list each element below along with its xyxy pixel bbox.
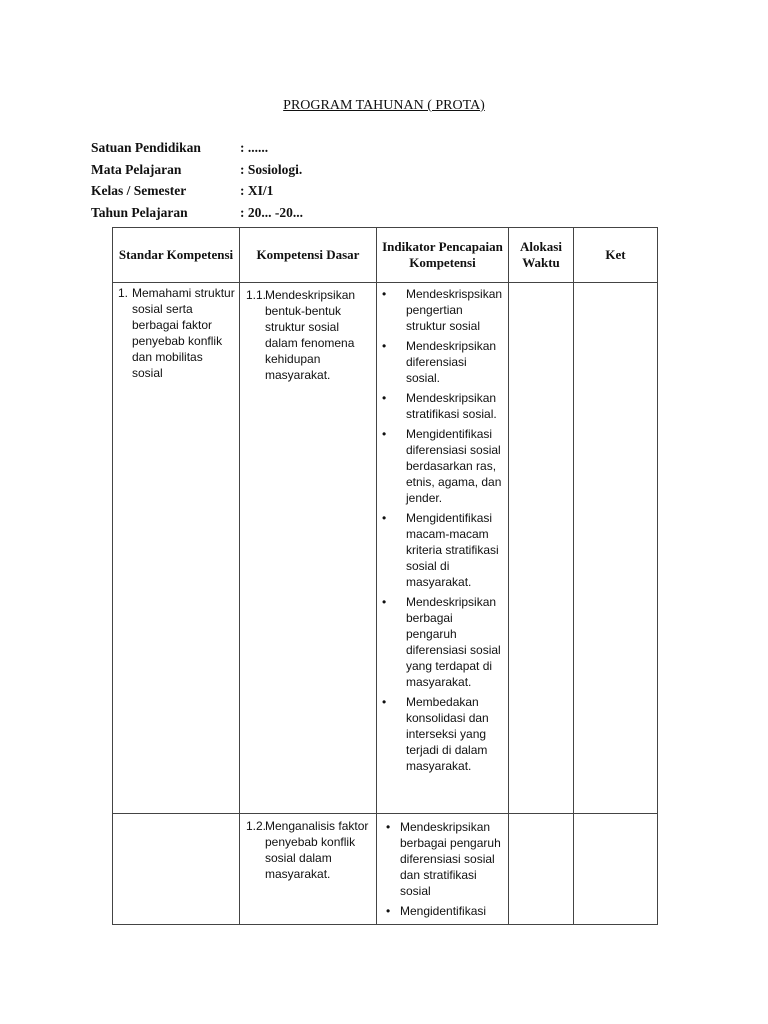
bullet: • xyxy=(386,820,391,834)
header-kompetensi-dasar: Kompetensi Dasar xyxy=(240,228,377,283)
sk-text: Memahami struktur sosial serta berbagai faktor penyebab konflik dan mobilitas sosial xyxy=(132,286,235,380)
cell-alokasi-waktu xyxy=(509,283,574,814)
meta-label: Mata Pelajaran xyxy=(91,161,182,177)
page-title: PROGRAM TAHUNAN ( PROTA) xyxy=(283,98,485,113)
meta-value: : ...... xyxy=(240,140,269,155)
meta-row-mapel xyxy=(91,162,303,184)
bullet: • xyxy=(382,427,387,441)
prota-table xyxy=(112,227,658,925)
meta-label: Satuan Pendidikan xyxy=(91,140,201,155)
indicator-text: Membedakan konsolidasi dan interseksi yang terjadi di dalam masyarakat. xyxy=(406,695,489,773)
bullet: • xyxy=(386,904,391,918)
bullet: • xyxy=(382,595,387,609)
cell-standar-kompetensi xyxy=(113,814,240,925)
bullet: • xyxy=(382,339,387,353)
kd-text: Mendeskripsikan bentuk-bentuk struktur sosial dalam fenomena kehidupan masyarakat. xyxy=(265,288,356,382)
indicator-text: Mengidentifikasi diferensiasi sosial berdasarkan ras, etnis, agama, dan jender. xyxy=(406,427,502,505)
cell-alokasi-waktu xyxy=(509,814,574,925)
kd-number: 1.2. xyxy=(246,819,267,833)
meta-value: : Sosiologi. xyxy=(240,161,303,177)
indicator-list xyxy=(378,284,507,774)
bullet: • xyxy=(382,695,387,709)
header-ket: Ket xyxy=(574,228,658,283)
header-indikator: Indikator Pencapaian Kompetensi xyxy=(377,228,509,283)
cell-kompetensi-dasar xyxy=(240,283,377,814)
header-alokasi-waktu: Alokasi Waktu xyxy=(509,228,574,283)
list-item xyxy=(382,510,504,590)
cell-standar-kompetensi xyxy=(113,283,240,814)
indicator-text: Mendeskripsikan berbagai pengaruh diferensiasi sosial yang terdapat di masyarakat. xyxy=(406,595,501,689)
kd-text: Menganalisis faktor penyebab konflik sosial dalam masyarakat. xyxy=(265,819,369,881)
indicator-text: Mendeskripsikan diferensiasi sosial. xyxy=(406,339,497,385)
indicator-text: Mendeskrispsikan pengertian struktur sosial xyxy=(406,287,503,333)
list-item xyxy=(382,694,504,774)
list-item xyxy=(382,426,504,506)
cell-indikator xyxy=(377,283,509,814)
table-row xyxy=(113,283,658,814)
table-row xyxy=(113,814,658,925)
indicator-text: Mendeskripsikan stratifikasi sosial. xyxy=(406,391,497,421)
cell-indikator xyxy=(377,814,509,925)
meta-value: : XI/1 xyxy=(240,183,274,198)
meta-value: : 20... -20... xyxy=(240,204,303,220)
list-item xyxy=(382,390,504,422)
bullet: • xyxy=(382,391,387,405)
cell-ket xyxy=(574,283,658,814)
table-header-row xyxy=(113,228,658,283)
cell-ket xyxy=(574,814,658,925)
cell-kompetensi-dasar xyxy=(240,814,377,925)
list-item xyxy=(386,819,504,899)
meta-label: Kelas / Semester xyxy=(91,183,187,198)
header-standar-kompetensi: Standar Kompetensi xyxy=(113,228,240,283)
document-meta xyxy=(91,140,303,226)
indicator-text: Mengidentifikasi macam-macam kriteria stratifikasi sosial di masyarakat. xyxy=(406,511,499,589)
bullet: • xyxy=(382,511,387,525)
sk-number: 1. xyxy=(118,286,129,300)
meta-row-tahun xyxy=(91,205,303,227)
kd-number: 1.1. xyxy=(246,288,267,302)
indicator-text: Mendeskripsikan berbagai pengaruh diferensiasi sosial dan stratifikasi sosial xyxy=(400,820,501,898)
indicator-list xyxy=(378,815,507,919)
bullet: • xyxy=(382,287,387,301)
meta-label: Tahun Pelajaran xyxy=(91,204,188,220)
list-item xyxy=(382,286,504,334)
meta-row-kelas xyxy=(91,183,303,205)
indicator-text: Mengidentifikasi xyxy=(400,904,487,918)
list-item xyxy=(386,903,504,919)
meta-row-satuan xyxy=(91,140,303,162)
list-item xyxy=(382,338,504,386)
list-item xyxy=(382,594,504,690)
